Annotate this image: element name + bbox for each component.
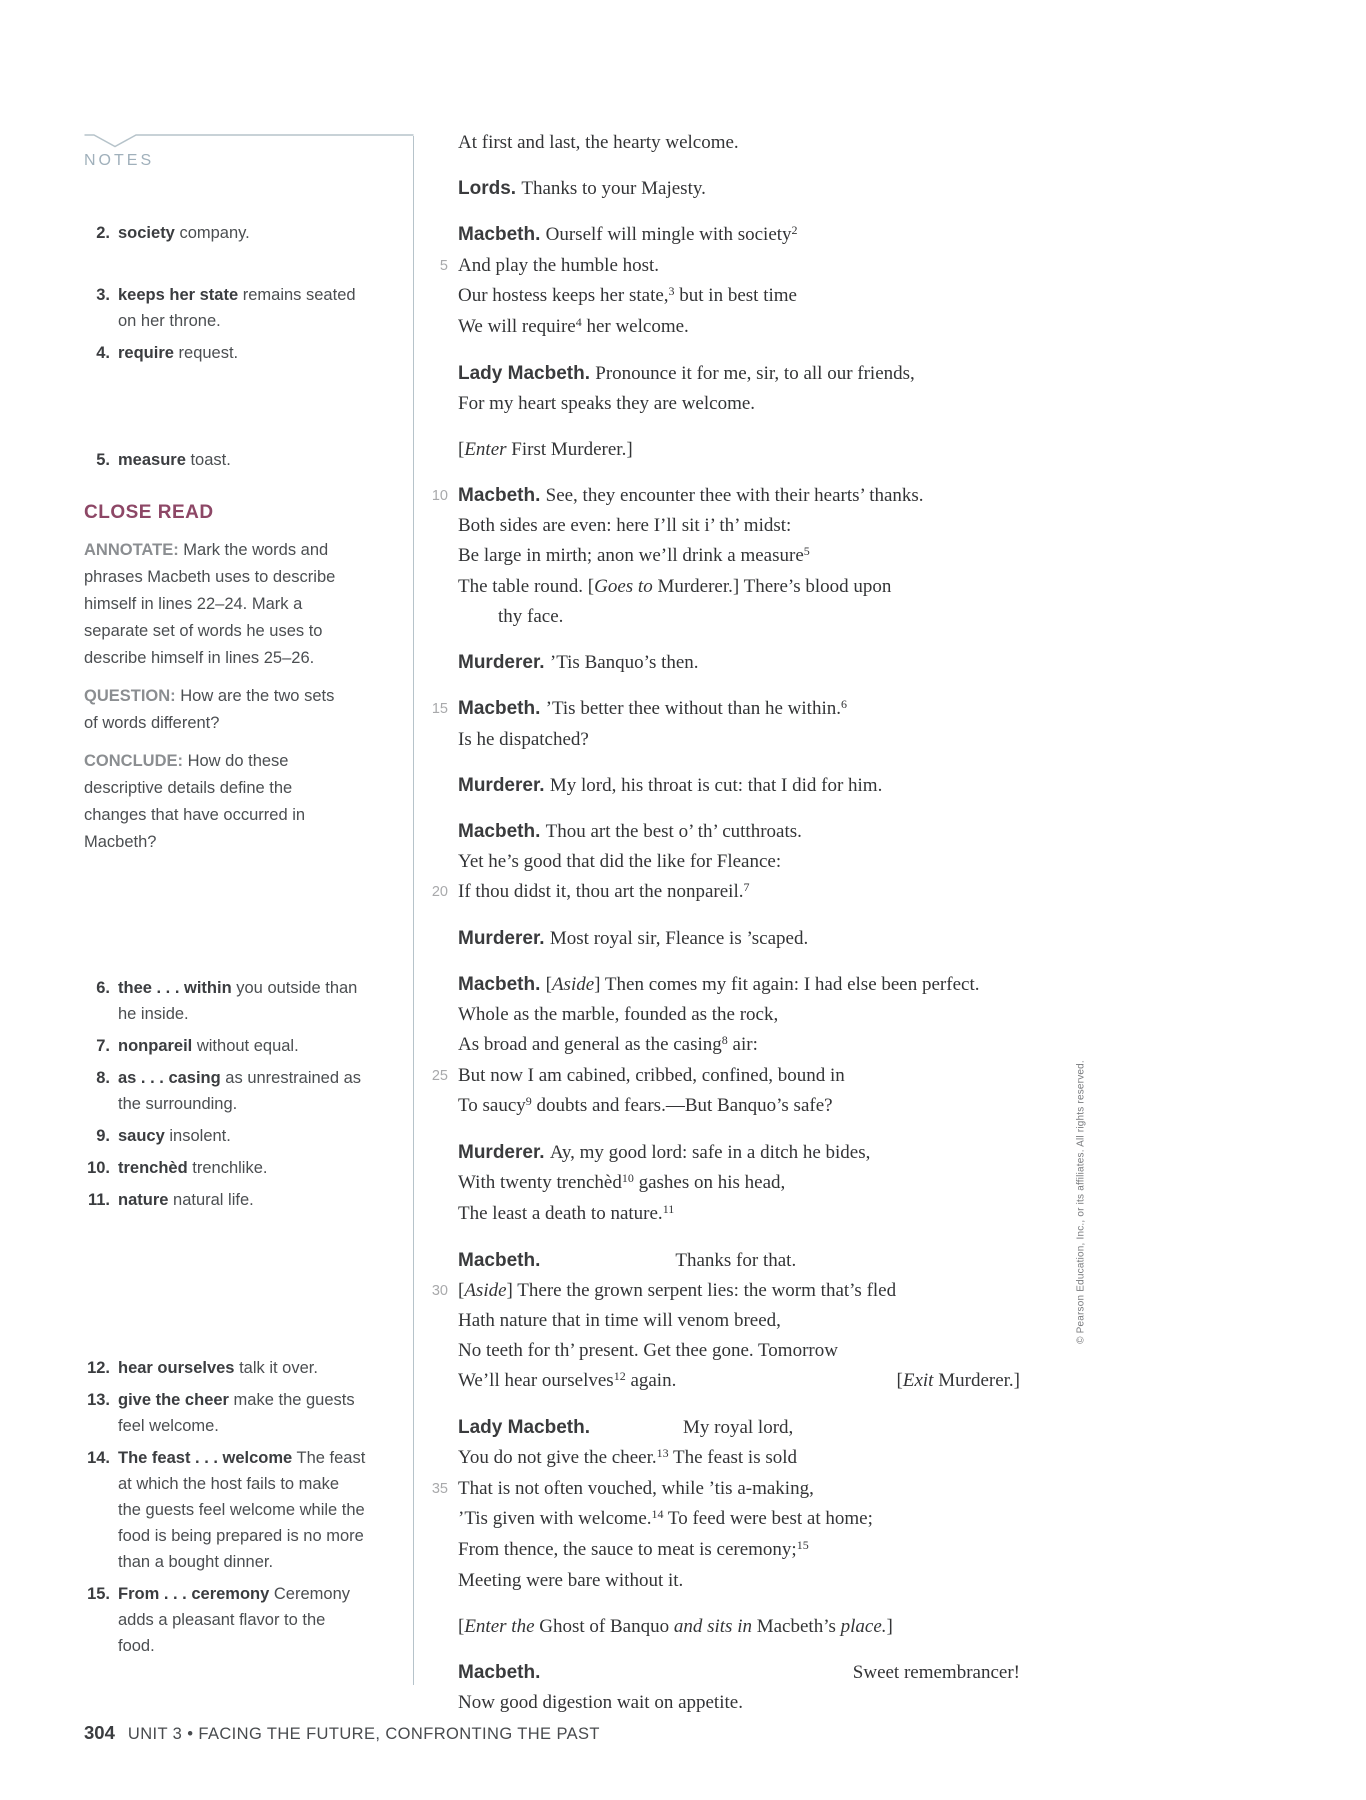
play-text: You do not give the cheer. [458, 1447, 657, 1468]
note-number: 11. [87, 1191, 110, 1209]
play-line [458, 1443, 1020, 1474]
note-item [84, 1123, 370, 1149]
play-text: To feed were best at home; [663, 1508, 873, 1529]
play-text: Thanks for that. [675, 1250, 797, 1271]
play-text: [ [896, 1370, 903, 1391]
play-line [458, 1366, 1020, 1397]
note-definition: you outside than he inside. [118, 979, 358, 1023]
play-line [458, 1566, 1020, 1596]
note-number: 10. [87, 1159, 110, 1177]
notes-group-1 [84, 220, 370, 246]
play-line [458, 1612, 1020, 1642]
note-body [118, 447, 366, 473]
line-number: 15 [431, 701, 448, 717]
speaker-name: Murderer. [458, 1142, 550, 1163]
notes-group-2 [84, 282, 370, 366]
play-line [439, 251, 1020, 281]
play-text: As broad and general as the casing [458, 1034, 722, 1055]
play-line [458, 1030, 1020, 1061]
play-line [458, 1504, 1020, 1535]
note-term: The feast . . . welcome [118, 1449, 293, 1467]
annotate-text: Mark the words and phrases Macbeth uses to describe himself in lines 22–24. Mark a separate set of words he uses to describe himself in lines 25–26. [84, 541, 336, 667]
play-text: At first and last, the hearty welcome. [458, 132, 739, 153]
play-text: Ourself will mingle with society [545, 224, 792, 245]
play-text: Most royal sir, Fleance is ’scaped. [549, 928, 809, 949]
note-term: society [118, 224, 175, 242]
play-text: But now I am cabined, cribbed, confined, bound in [458, 1065, 845, 1086]
speech [431, 1413, 1020, 1596]
speaker-name: Macbeth. [458, 485, 546, 506]
note-body [118, 1155, 366, 1181]
speaker-name: Macbeth. [458, 1250, 541, 1271]
play-text: And play the humble host. [458, 255, 660, 276]
speech [458, 1612, 1020, 1642]
note-term: require [118, 344, 174, 362]
play-line [458, 1199, 1020, 1230]
note-term: keeps her state [118, 286, 239, 304]
play-line [458, 1688, 1020, 1718]
stage-direction-italic: Goes to [594, 576, 653, 597]
note-number: 15. [87, 1585, 110, 1603]
stage-direction-italic: Aside [464, 1280, 507, 1301]
play-line [458, 511, 1020, 541]
play-line [458, 1246, 1020, 1276]
close-read-annotate [84, 537, 350, 672]
play-line [458, 1413, 1020, 1443]
note-definition: make the guests feel welcome. [118, 1391, 355, 1435]
play-text: If thou didst it, thou art the nonpareil. [458, 881, 744, 902]
play-line [431, 1061, 1020, 1091]
question-label: QUESTION: [84, 687, 176, 705]
play-line [458, 359, 1020, 389]
line-number: 25 [431, 1068, 448, 1084]
play-text: doubts and fears.—But Banquo’s safe? [531, 1095, 833, 1116]
note-item [84, 1065, 370, 1117]
play-line [431, 694, 1020, 725]
play-text: [ [458, 439, 465, 460]
play-text: With twenty trenchèd [458, 1172, 622, 1193]
play-text: No teeth for th’ present. Get thee gone. Tomorrow [458, 1340, 838, 1361]
play-text: air: [727, 1034, 758, 1055]
note-definition: request. [173, 344, 239, 362]
note-number: 3. [96, 286, 110, 304]
notes-group-3 [84, 447, 370, 473]
conclude-label: CONCLUDE: [84, 752, 183, 770]
footnote-ref: 7 [743, 880, 750, 894]
play-text: Be large in mirth; anon we’ll drink a measure [458, 545, 804, 566]
speech [458, 648, 1020, 678]
play-line [458, 1535, 1020, 1566]
footnote-ref: 8 [721, 1033, 728, 1047]
note-number: 12. [87, 1359, 110, 1377]
stage-direction-italic: Aside [551, 974, 595, 995]
play-line [458, 1336, 1020, 1366]
play-text: Both sides are even: here I’ll sit i’ th’ midst: [458, 515, 792, 536]
footnote-ref: 13 [656, 1446, 669, 1460]
play-line [458, 435, 1020, 465]
notes-top-rule [84, 130, 414, 150]
speaker-name: Macbeth. [458, 1662, 541, 1683]
line-number: 10 [431, 488, 448, 504]
speech [439, 220, 1020, 343]
play-text: The table round. [ [458, 576, 595, 597]
stage-direction-italic: Exit [902, 1370, 934, 1391]
note-body [118, 1355, 366, 1381]
close-read-conclude [84, 748, 350, 856]
note-definition: company. [174, 224, 250, 242]
footnote-ref: 14 [651, 1507, 664, 1521]
note-item [84, 975, 370, 1027]
note-item [84, 1445, 370, 1575]
speaker-name: Lords. [458, 178, 522, 199]
note-body [118, 1387, 366, 1439]
notes-vertical-rule [413, 136, 414, 1685]
play-text: Whole as the marble, founded as the rock, [458, 1004, 779, 1025]
stage-direction-italic: place. [840, 1616, 887, 1637]
note-body [118, 282, 366, 334]
play-line [458, 648, 1020, 678]
play-text: My royal lord, [682, 1417, 794, 1438]
play-text: Macbeth’s [751, 1616, 841, 1637]
speaker-name: Macbeth. [458, 974, 546, 995]
footnote-ref: 12 [613, 1369, 626, 1383]
play-line [458, 128, 1020, 158]
play-text: For my heart speaks they are welcome. [458, 393, 756, 414]
play-text: Murderer.] There’s blood upon [652, 576, 892, 597]
play-text: ] There the grown serpent lies: the worm that’s fled [506, 1280, 897, 1301]
play-line [458, 220, 1020, 251]
play-text: We’ll hear ourselves [458, 1370, 614, 1391]
line-number: 5 [439, 258, 448, 274]
close-read-question [84, 683, 350, 737]
play-line [458, 1658, 1020, 1688]
speaker-name: Macbeth. [458, 698, 546, 719]
speech [458, 435, 1020, 465]
play-line [431, 481, 1020, 511]
play-text: Pronounce it for me, sir, to all our friends, [595, 363, 915, 384]
play-text: Hath nature that in time will venom breed, [458, 1310, 781, 1331]
play-text: Ay, my good lord: safe in a ditch he bides, [549, 1142, 871, 1163]
note-body [118, 1065, 366, 1117]
note-item [84, 1155, 370, 1181]
note-body [118, 220, 366, 246]
play-text: Ghost of Banquo [534, 1616, 674, 1637]
conclude-text: How do these descriptive details define the changes that have occurred in Macbeth? [84, 752, 306, 851]
note-number: 4. [96, 344, 110, 362]
stage-direction-italic: Enter the [464, 1616, 535, 1637]
speech [458, 174, 1020, 204]
stage-direction-italic: and sits in [673, 1616, 752, 1637]
speech [431, 970, 1020, 1122]
play-line [458, 725, 1020, 755]
speech [458, 1138, 1020, 1230]
note-term: nonpareil [118, 1037, 193, 1055]
line-number: 35 [431, 1481, 448, 1497]
play-text: The least a death to nature. [458, 1203, 663, 1224]
speaker-name: Lady Macbeth. [458, 363, 596, 384]
note-item [84, 220, 370, 246]
note-number: 7. [96, 1037, 110, 1055]
footnote-ref: 11 [662, 1202, 675, 1216]
play-text: Our hostess keeps her state, [458, 285, 669, 306]
play-text: See, they encounter thee with their hearts’ thanks. [545, 485, 924, 506]
note-item [84, 1033, 370, 1059]
note-definition: without equal. [192, 1037, 299, 1055]
note-body [118, 1123, 366, 1149]
play-line [458, 1168, 1020, 1199]
speech [458, 771, 1020, 801]
play-text: but in best time [674, 285, 797, 306]
speech [458, 1658, 1020, 1718]
play-line [431, 1276, 1020, 1306]
play-text: again. [625, 1370, 677, 1391]
note-definition: natural life. [168, 1191, 254, 1209]
note-term: From . . . ceremony [118, 1585, 270, 1603]
play-text: ’Tis better thee without than he within. [545, 698, 841, 719]
note-definition: as unrestrained as the surrounding. [118, 1069, 362, 1113]
note-body [118, 340, 366, 366]
note-item [84, 1187, 370, 1213]
page-footer [84, 1722, 600, 1744]
note-definition: toast. [185, 451, 231, 469]
play-text: Thou art the best o’ th’ cutthroats. [545, 821, 802, 842]
note-term: saucy [118, 1127, 165, 1145]
notes-title: NOTES [84, 152, 155, 169]
play-text: thy face. [498, 606, 564, 627]
speaker-name: Murderer. [458, 928, 550, 949]
note-term: trenchèd [118, 1159, 188, 1177]
play-text: Now good digestion wait on appetite. [458, 1692, 743, 1713]
play-text: [ [545, 974, 552, 995]
footnote-ref: 10 [621, 1171, 634, 1185]
note-number: 5. [96, 451, 110, 469]
play-text: That is not often vouched, while ’tis a-making, [458, 1478, 814, 1499]
page-number: 304 [84, 1722, 115, 1743]
play-text: gashes on his head, [633, 1172, 786, 1193]
line-number: 20 [431, 884, 448, 900]
speech [431, 1246, 1020, 1397]
note-number: 6. [96, 979, 110, 997]
play-text: Thanks to your Majesty. [521, 178, 706, 199]
note-number: 13. [87, 1391, 110, 1409]
note-term: measure [118, 451, 186, 469]
note-number: 2. [96, 224, 110, 242]
play-text: Sweet remembrancer! [852, 1662, 1020, 1683]
play-line [458, 817, 1020, 847]
notes-group-4 [84, 975, 370, 1213]
play-text: ’Tis Banquo’s then. [549, 652, 699, 673]
note-term: nature [118, 1191, 169, 1209]
annotate-label: ANNOTATE: [84, 541, 179, 559]
note-body [118, 1445, 366, 1575]
play-text: We will require [458, 316, 576, 337]
play-line [458, 847, 1020, 877]
note-item [84, 1387, 370, 1439]
note-number: 9. [96, 1127, 110, 1145]
speaker-name: Macbeth. [458, 821, 546, 842]
play-line [458, 1138, 1020, 1168]
play-line [458, 174, 1020, 204]
play-text: The feast is sold [668, 1447, 798, 1468]
play-text: Meeting were bare without it. [458, 1570, 684, 1591]
footnote-ref: 5 [803, 544, 810, 558]
speaker-name: Macbeth. [458, 224, 546, 245]
note-term: as . . . casing [118, 1069, 221, 1087]
play-line [458, 1000, 1020, 1030]
play-text: First Murderer.] [506, 439, 633, 460]
play-line [458, 924, 1020, 954]
note-definition: trenchlike. [187, 1159, 268, 1177]
note-item [84, 340, 370, 366]
play-line [458, 572, 1020, 602]
speech [458, 924, 1020, 954]
close-read-title: CLOSE READ [84, 502, 214, 523]
note-definition: Ceremony adds a pleasant flavor to the food. [118, 1585, 350, 1655]
footnote-ref: 15 [796, 1538, 809, 1552]
note-term: hear ourselves [118, 1359, 235, 1377]
speaker-name: Murderer. [458, 652, 550, 673]
speech [458, 359, 1020, 419]
play-line [458, 970, 1020, 1000]
play-line [431, 877, 1020, 908]
play-text: her welcome. [581, 316, 689, 337]
note-item [84, 447, 370, 473]
note-definition: The feast at which the host fails to make the guests feel welcome while the food is being prepared is no more than a bought dinner. [118, 1449, 366, 1571]
copyright-notice: © Pearson Education, Inc., or its affiliates. All rights reserved. [1075, 1060, 1087, 1344]
footnote-ref: 4 [575, 315, 582, 329]
note-term: thee . . . within [118, 979, 232, 997]
play-text: To saucy [458, 1095, 526, 1116]
notes-group-5 [84, 1355, 370, 1659]
speech [431, 481, 1020, 632]
note-number: 8. [96, 1069, 110, 1087]
footnote-ref: 9 [525, 1094, 532, 1108]
play-text: ] [886, 1616, 893, 1637]
speech [458, 128, 1020, 158]
speaker-name: Murderer. [458, 775, 550, 796]
play-line [458, 389, 1020, 419]
speaker-name: Lady Macbeth. [458, 1417, 590, 1438]
note-item [84, 1581, 370, 1659]
close-read [84, 500, 350, 856]
footer-unit-title: UNIT 3 • FACING THE FUTURE, CONFRONTING THE PAST [127, 1725, 600, 1743]
question-text: How are the two sets of words different? [84, 687, 335, 732]
note-item [84, 282, 370, 334]
footnote-ref: 6 [840, 697, 847, 711]
line-number: 30 [431, 1283, 448, 1299]
play-line [431, 1474, 1020, 1504]
note-definition: talk it over. [234, 1359, 318, 1377]
play-line [458, 1091, 1020, 1122]
play-line [458, 1306, 1020, 1336]
speech [431, 817, 1020, 908]
note-definition: remains seated on her throne. [118, 286, 356, 330]
play-text: From thence, the sauce to meat is ceremony; [458, 1539, 797, 1560]
play-text-column [431, 128, 1020, 1734]
play-text: ’Tis given with welcome. [458, 1508, 652, 1529]
play-line [458, 312, 1020, 343]
play-line [458, 771, 1020, 801]
play-line [458, 281, 1020, 312]
play-line [458, 541, 1020, 572]
play-text: Yet he’s good that did the like for Fleance: [458, 851, 782, 872]
play-text: [ [458, 1280, 465, 1301]
note-item [84, 1355, 370, 1381]
play-text: [ [458, 1616, 465, 1637]
speech [431, 694, 1020, 755]
note-definition: insolent. [164, 1127, 231, 1145]
play-text: Murderer.] [933, 1370, 1020, 1391]
play-text: Is he dispatched? [458, 729, 589, 750]
note-term: give the cheer [118, 1391, 229, 1409]
note-body [118, 975, 366, 1027]
stage-direction-italic: Enter [464, 439, 507, 460]
footnote-ref: 3 [668, 284, 675, 298]
note-body [118, 1033, 366, 1059]
note-body [118, 1581, 366, 1659]
note-number: 14. [87, 1449, 110, 1467]
note-body [118, 1187, 366, 1213]
play-line [458, 602, 1020, 632]
play-text: My lord, his throat is cut: that I did for him. [549, 775, 883, 796]
footnote-ref: 2 [791, 223, 798, 237]
play-text: ] Then comes my fit again: I had else been perfect. [594, 974, 980, 995]
